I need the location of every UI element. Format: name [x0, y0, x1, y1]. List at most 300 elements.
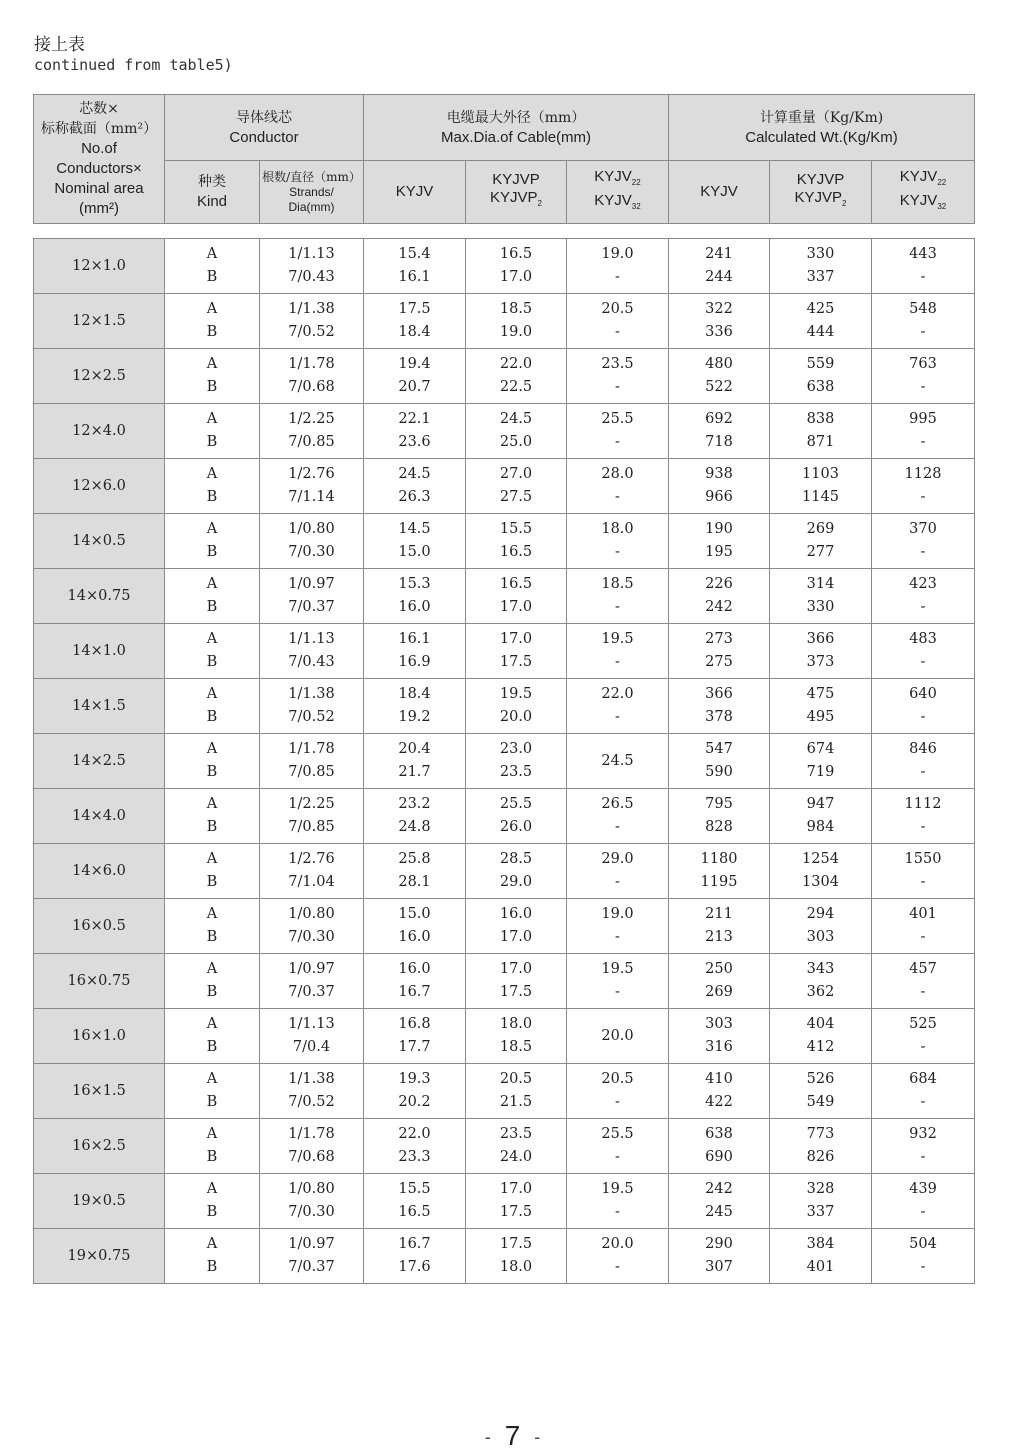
cell-value: 692 [705, 411, 733, 427]
cell-wt-kyjv [669, 1119, 770, 1174]
cell-dia-kyjv [364, 899, 466, 954]
cell-value: B [206, 489, 218, 505]
cell-strands [260, 459, 364, 514]
cell-value: - [920, 269, 926, 285]
cell-value: 17.5 [499, 984, 533, 1000]
cell-value: 17.6 [398, 1259, 431, 1275]
cell-value: 28.0 [601, 466, 634, 482]
cell-value: 444 [806, 324, 835, 340]
cell-dia-kyjvp [466, 954, 567, 1009]
cell-value: 211 [705, 906, 733, 922]
cell-value: - [920, 764, 926, 780]
cell-value: 242 [705, 1181, 733, 1197]
cell-kinds [165, 349, 260, 404]
cell-value: 18.5 [499, 1039, 533, 1055]
cell-value: 1/0.80 [288, 906, 335, 922]
cell-dia-kyjv [364, 1009, 466, 1064]
cell-value: 7/0.85 [288, 819, 335, 835]
cell-value: 24.5 [398, 466, 431, 482]
cell-value: 19.4 [398, 356, 431, 372]
table-row [34, 789, 975, 844]
cell-value: A [206, 906, 218, 922]
cell-value: - [920, 1039, 926, 1055]
header-wt-kyjv22: $KYJV_{22}$ $KYJV_{32}$ [872, 161, 975, 224]
cell-value: 7/0.30 [288, 1204, 335, 1220]
cell-dia-kyjv22 [567, 459, 669, 514]
cell-kinds [165, 239, 260, 294]
cell-kinds [165, 624, 260, 679]
cell-strands [260, 1229, 364, 1284]
cell-value: 244 [705, 269, 733, 285]
cell-value: 20.0 [601, 1236, 634, 1252]
cell-wt-kyjv22 [872, 404, 975, 459]
cell-value: A [206, 1126, 218, 1142]
cell-size: 19×0.5 [34, 1174, 165, 1229]
cell-kinds [165, 734, 260, 789]
cell-dia-kyjvp [466, 734, 567, 789]
cell-value: 23.0 [499, 741, 533, 757]
cell-value: 1145 [802, 489, 839, 505]
cell-strands [260, 294, 364, 349]
cell-value: 22.5 [499, 379, 533, 395]
header-max-dia: 电缆最大外径（mm） Max.Dia.of Cable(mm) [364, 95, 669, 161]
cell-value: 826 [806, 1149, 835, 1165]
cell-dia-kyjv22 [567, 734, 669, 789]
cell-value: A [206, 741, 218, 757]
cell-value: 21.7 [398, 764, 431, 780]
cell-strands [260, 1064, 364, 1119]
table-row [34, 404, 975, 459]
cell-value: B [206, 1259, 218, 1275]
cell-value: A [206, 356, 218, 372]
cell-value: 366 [705, 686, 733, 702]
cell-kinds [165, 1229, 260, 1284]
cell-value: B [206, 819, 218, 835]
cell-kinds [165, 789, 260, 844]
cell-value: - [920, 379, 926, 395]
cell-value: - [615, 874, 620, 890]
cell-value: 290 [705, 1236, 733, 1252]
cell-value: 195 [705, 544, 733, 560]
cell-dia-kyjv [364, 1229, 466, 1284]
header-dia-kyjv: KYJV [364, 161, 466, 224]
cell-value: 17.0 [499, 599, 533, 615]
cell-dia-kyjv22 [567, 1229, 669, 1284]
cell-wt-kyjvp [770, 294, 872, 349]
cell-wt-kyjv22 [872, 1229, 975, 1284]
cell-value: 19.5 [499, 686, 533, 702]
cell-value: 828 [705, 819, 733, 835]
cell-value: 1304 [802, 874, 839, 890]
cell-value: 15.5 [499, 521, 533, 537]
cell-value: A [206, 851, 218, 867]
cell-kinds [165, 1064, 260, 1119]
cell-wt-kyjv [669, 624, 770, 679]
cell-value: - [920, 654, 926, 670]
cell-value: A [206, 961, 218, 977]
cell-value: B [206, 269, 218, 285]
cell-value: 373 [806, 654, 835, 670]
cell-strands [260, 1174, 364, 1229]
cell-value: - [920, 1259, 926, 1275]
cell-value: 19.3 [398, 1071, 431, 1087]
cell-dia-kyjv22 [567, 789, 669, 844]
cell-value: - [920, 1094, 926, 1110]
cell-value: 838 [806, 411, 835, 427]
cell-strands [260, 679, 364, 734]
cell-value: 15.0 [398, 544, 431, 560]
cell-value: 526 [806, 1071, 835, 1087]
cell-value: - [615, 324, 620, 340]
cell-value: 7/0.37 [288, 599, 335, 615]
cell-wt-kyjv22 [872, 349, 975, 404]
cell-size: 16×1.5 [34, 1064, 165, 1119]
cell-wt-kyjv22 [872, 239, 975, 294]
cell-value: 795 [705, 796, 733, 812]
cell-value: 548 [909, 301, 937, 317]
cell-value: 307 [705, 1259, 733, 1275]
cell-value: 19.5 [601, 1181, 634, 1197]
cell-wt-kyjv [669, 569, 770, 624]
cell-value: B [206, 929, 218, 945]
cell-value: B [206, 1094, 218, 1110]
table-row [34, 899, 975, 954]
cell-kinds [165, 844, 260, 899]
table-row [34, 1174, 975, 1229]
cell-dia-kyjv22 [567, 1009, 669, 1064]
cell-dia-kyjv22 [567, 899, 669, 954]
cell-strands [260, 1119, 364, 1174]
cell-value: A [206, 796, 218, 812]
cell-wt-kyjv22 [872, 1174, 975, 1229]
cell-value: 483 [909, 631, 937, 647]
cell-dia-kyjv22 [567, 569, 669, 624]
cell-kinds [165, 459, 260, 514]
cell-value: - [615, 1094, 620, 1110]
cell-value: 1/2.25 [288, 796, 335, 812]
cell-value: 7/0.37 [288, 1259, 335, 1275]
cell-value: 21.5 [499, 1094, 533, 1110]
cell-value: A [206, 301, 218, 317]
cell-value: 384 [806, 1236, 835, 1252]
cell-value: 19.0 [601, 246, 634, 262]
cell-dia-kyjv22 [567, 239, 669, 294]
cell-wt-kyjv [669, 899, 770, 954]
cell-value: 410 [705, 1071, 733, 1087]
cell-size: 12×2.5 [34, 349, 165, 404]
cell-value: 25.8 [398, 851, 431, 867]
cell-value: 20.7 [398, 379, 431, 395]
cell-kinds [165, 514, 260, 569]
cell-dia-kyjv [364, 239, 466, 294]
cell-wt-kyjv [669, 514, 770, 569]
cell-kinds [165, 1009, 260, 1064]
cell-value: 26.5 [601, 796, 634, 812]
cell-kinds [165, 1119, 260, 1174]
cell-value: 522 [705, 379, 733, 395]
cell-wt-kyjv [669, 239, 770, 294]
cell-value: 19.5 [601, 631, 634, 647]
cell-value: 7/0.4 [292, 1039, 331, 1055]
cell-dia-kyjvp [466, 404, 567, 459]
cell-wt-kyjv [669, 349, 770, 404]
cell-size: 14×0.75 [34, 569, 165, 624]
cell-value: 1103 [802, 466, 839, 482]
cell-value: 277 [806, 544, 835, 560]
cell-value: 23.6 [398, 434, 431, 450]
cell-value: 457 [909, 961, 937, 977]
cell-dia-kyjv [364, 459, 466, 514]
cell-kinds [165, 1174, 260, 1229]
cell-value: 690 [705, 1149, 733, 1165]
cell-value: 16.0 [398, 599, 431, 615]
cell-dia-kyjvp [466, 1174, 567, 1229]
cell-value: 7/0.30 [288, 929, 335, 945]
header-weight: 计算重量（Kg/Km) Calculated Wt.(Kg/Km) [669, 95, 975, 161]
cell-dia-kyjvp [466, 899, 567, 954]
cell-value: 773 [806, 1126, 835, 1142]
cell-value: 19.5 [601, 961, 634, 977]
cell-wt-kyjvp [770, 1119, 872, 1174]
cell-value: 16.9 [398, 654, 431, 670]
cell-value: B [206, 1204, 218, 1220]
cell-value: 18.5 [499, 301, 533, 317]
cell-value: 362 [806, 984, 835, 1000]
cell-kinds [165, 954, 260, 1009]
cell-value: A [206, 1236, 218, 1252]
cell-value: - [615, 489, 620, 505]
cell-value: 330 [806, 599, 835, 615]
cell-value: 7/0.52 [288, 324, 335, 340]
cell-dia-kyjv [364, 1064, 466, 1119]
cell-value: 378 [705, 709, 733, 725]
cell-value: 250 [705, 961, 733, 977]
cell-value: - [920, 1204, 926, 1220]
cell-value: 443 [909, 246, 937, 262]
cell-value: 25.5 [601, 1126, 634, 1142]
cell-value: 27.5 [499, 489, 533, 505]
cell-wt-kyjv22 [872, 789, 975, 844]
cell-value: 269 [705, 984, 733, 1000]
cell-value: 23.5 [499, 1126, 533, 1142]
cell-value: - [615, 379, 620, 395]
cell-value: B [206, 984, 218, 1000]
cell-wt-kyjvp [770, 349, 872, 404]
cell-value: 303 [705, 1016, 733, 1032]
cell-value: 425 [806, 301, 835, 317]
cell-value: 640 [909, 686, 937, 702]
cell-value: 20.0 [499, 709, 533, 725]
cell-value: 20.5 [601, 301, 634, 317]
cell-wt-kyjv [669, 954, 770, 1009]
cell-value: 241 [705, 246, 733, 262]
cell-value: 17.5 [398, 301, 431, 317]
cell-value: - [920, 819, 926, 835]
cell-size: 14×2.5 [34, 734, 165, 789]
cell-value: A [206, 521, 218, 537]
cell-value: 1/1.78 [288, 1126, 335, 1142]
cell-value: 17.0 [499, 631, 533, 647]
table-row [34, 349, 975, 404]
cell-dia-kyjvp [466, 844, 567, 899]
cell-value: 29.0 [499, 874, 533, 890]
cell-wt-kyjv [669, 789, 770, 844]
cell-wt-kyjv [669, 294, 770, 349]
cell-value: 17.5 [499, 654, 533, 670]
cell-value: 18.0 [601, 521, 634, 537]
cell-value: 1/0.97 [288, 576, 335, 592]
table-row [34, 459, 975, 514]
table-row [34, 1119, 975, 1174]
cell-size: 12×6.0 [34, 459, 165, 514]
cell-value: - [615, 709, 620, 725]
cell-wt-kyjvp [770, 1009, 872, 1064]
cell-value: 718 [705, 434, 733, 450]
cell-value: 343 [806, 961, 835, 977]
cell-value: 18.4 [398, 324, 431, 340]
table-row [34, 734, 975, 789]
cell-value: 7/0.52 [288, 1094, 335, 1110]
cell-value: 401 [806, 1259, 835, 1275]
cell-value: 273 [705, 631, 733, 647]
cell-value: 15.4 [398, 246, 431, 262]
cell-value: 16.0 [398, 929, 431, 945]
cell-wt-kyjv22 [872, 954, 975, 1009]
cell-value: 1/1.38 [288, 1071, 335, 1087]
cell-value: 190 [705, 521, 733, 537]
cell-wt-kyjvp [770, 734, 872, 789]
cell-value: 938 [705, 466, 733, 482]
cell-value: 303 [806, 929, 835, 945]
cell-dia-kyjvp [466, 1064, 567, 1119]
cell-value: A [206, 1016, 218, 1032]
data-table [33, 238, 975, 1284]
cell-value: 14.5 [398, 521, 431, 537]
cell-value: B [206, 654, 218, 670]
cell-value: - [615, 599, 620, 615]
cell-strands [260, 569, 364, 624]
cell-value: 684 [909, 1071, 937, 1087]
cell-value: 674 [806, 741, 835, 757]
cell-size: 12×1.0 [34, 239, 165, 294]
cell-value: 763 [909, 356, 937, 372]
table-row [34, 624, 975, 679]
cell-value: - [920, 709, 926, 725]
cell-dia-kyjv22 [567, 954, 669, 1009]
cell-dia-kyjvp [466, 239, 567, 294]
cell-value: 23.3 [398, 1149, 431, 1165]
cell-value: B [206, 709, 218, 725]
cell-value: 480 [705, 356, 733, 372]
table-row [34, 239, 975, 294]
header-wt-kyjv: KYJV [669, 161, 770, 224]
cell-dia-kyjv22 [567, 404, 669, 459]
header-dia-kyjv22: $KYJV_{22}$ $KYJV_{32}$ [567, 161, 669, 224]
cell-value: B [206, 874, 218, 890]
cell-value: 7/1.14 [288, 489, 335, 505]
cell-value: 1/1.78 [288, 741, 335, 757]
cell-strands [260, 349, 364, 404]
cell-value: 26.3 [398, 489, 431, 505]
cell-value: - [920, 544, 926, 560]
cell-value: 20.5 [601, 1071, 634, 1087]
header-strands: 根数/直径（mm） Strands/ Dia(mm) [260, 161, 364, 224]
cell-dia-kyjv22 [567, 679, 669, 734]
cell-value: - [920, 984, 926, 1000]
cell-value: - [615, 544, 620, 560]
cell-value: - [920, 874, 926, 890]
cell-dia-kyjvp [466, 789, 567, 844]
cell-wt-kyjv [669, 1229, 770, 1284]
cell-dia-kyjv [364, 294, 466, 349]
cell-value: 1550 [904, 851, 942, 867]
cell-value: 525 [909, 1016, 937, 1032]
cell-value: 269 [806, 521, 835, 537]
table-row [34, 1064, 975, 1119]
heading-zh: 接上表 [34, 35, 85, 55]
cell-value: - [920, 324, 926, 340]
cell-dia-kyjv22 [567, 1064, 669, 1119]
cell-wt-kyjvp [770, 679, 872, 734]
cell-value: - [615, 434, 620, 450]
cell-value: - [615, 654, 620, 670]
cell-kinds [165, 404, 260, 459]
cell-value: 1/2.76 [288, 851, 335, 867]
cell-dia-kyjvp [466, 569, 567, 624]
cell-value: 439 [909, 1181, 937, 1197]
cell-value: 638 [705, 1126, 733, 1142]
cell-value: 7/0.52 [288, 709, 335, 725]
header-dia-kyjvp: KYJVP $KYJVP_2$ [466, 161, 567, 224]
cell-dia-kyjv22 [567, 624, 669, 679]
cell-value: 475 [806, 686, 835, 702]
cell-value: 966 [705, 489, 733, 505]
cell-value: 846 [909, 741, 937, 757]
cell-wt-kyjvp [770, 514, 872, 569]
cell-value: 23.5 [601, 356, 634, 372]
cell-value: 7/0.85 [288, 764, 335, 780]
cell-value: B [206, 379, 218, 395]
cell-wt-kyjvp [770, 459, 872, 514]
cell-size: 12×4.0 [34, 404, 165, 459]
cell-value: 422 [705, 1094, 733, 1110]
cell-dia-kyjv22 [567, 1174, 669, 1229]
cell-wt-kyjvp [770, 624, 872, 679]
header-wt-kyjvp: KYJVP $KYJVP_2$ [770, 161, 872, 224]
cell-value: A [206, 631, 218, 647]
cell-value: 16.8 [398, 1016, 431, 1032]
cell-value: A [206, 1071, 218, 1087]
header-conductor: 导体线芯 Conductor [165, 95, 364, 161]
cell-value: 7/0.68 [288, 1149, 335, 1165]
cell-value: 17.5 [499, 1236, 533, 1252]
cell-value: 590 [705, 764, 733, 780]
cell-dia-kyjv22 [567, 844, 669, 899]
cell-size: 19×0.75 [34, 1229, 165, 1284]
cell-dia-kyjv [364, 569, 466, 624]
cell-wt-kyjv22 [872, 679, 975, 734]
cell-value: 22.1 [398, 411, 431, 427]
cell-wt-kyjv [669, 679, 770, 734]
cell-wt-kyjvp [770, 789, 872, 844]
cell-dia-kyjvp [466, 1119, 567, 1174]
cell-wt-kyjv22 [872, 294, 975, 349]
cell-wt-kyjv22 [872, 844, 975, 899]
cell-value: B [206, 434, 218, 450]
cell-strands [260, 239, 364, 294]
cell-value: A [206, 686, 218, 702]
cell-dia-kyjv [364, 789, 466, 844]
